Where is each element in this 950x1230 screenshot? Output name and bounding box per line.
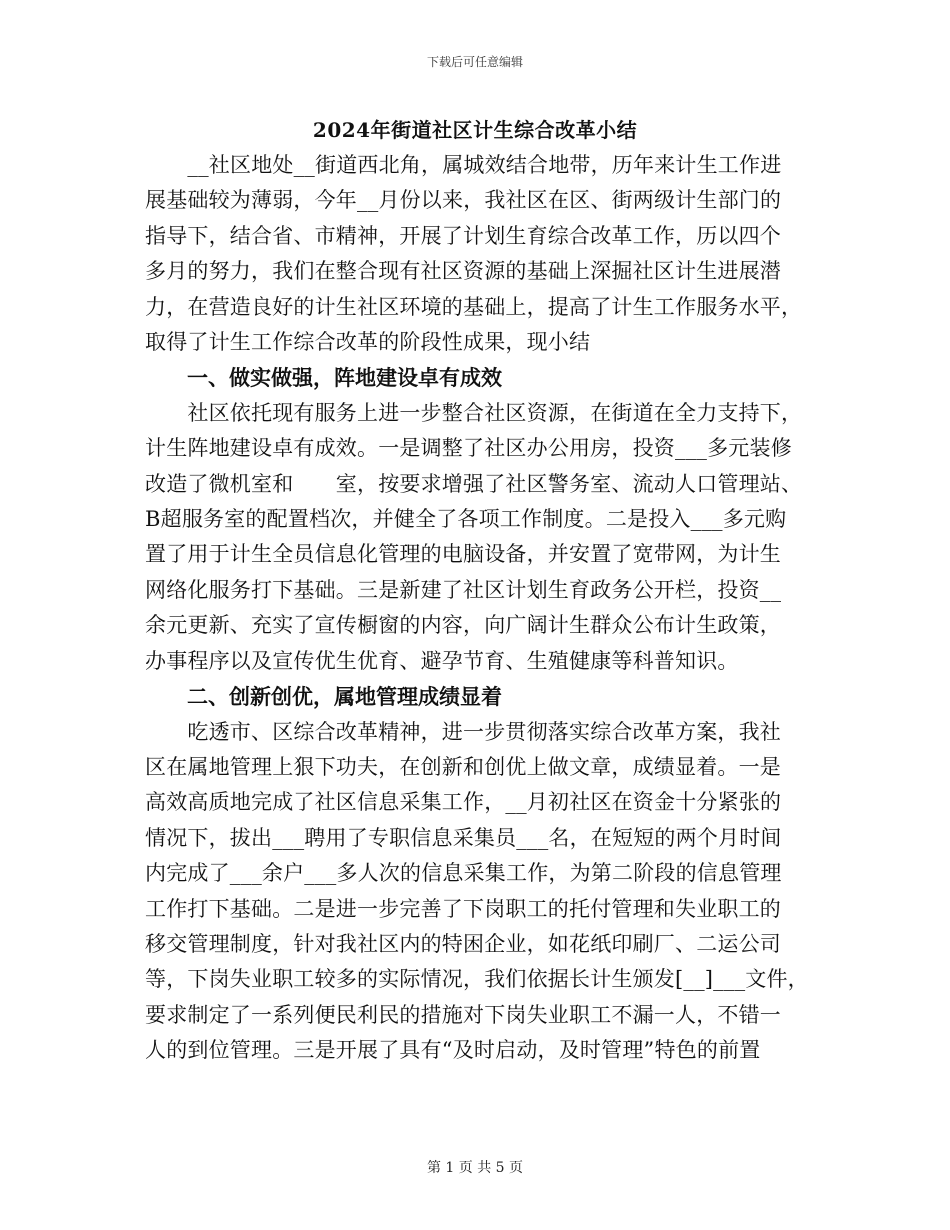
text-line: 办事程序以及宣传优生优育、避孕节育、生殖健康等科普知识。 — [145, 648, 739, 673]
document-body — [145, 148, 809, 1069]
text-line: 要求制定了一系列便民利民的措施对下岗失业职工不漏一人，不错一 — [145, 1002, 781, 1027]
text-line: 取得了计生工作综合改革的阶段性成果，现小结 — [145, 330, 591, 355]
text-line: __社区地处__街道西北角，属城效结合地带，历年来计生工作进 — [145, 153, 782, 177]
section-2-paragraph — [145, 715, 809, 1069]
text-line: 改造了微机室和 室，按要求增强了社区警务室、流动人口管理站、 — [145, 471, 803, 496]
text-line: 高效高质地完成了社区信息采集工作，__月初社区在资金十分紧张的 — [145, 790, 782, 815]
text-line: 工作打下基础。二是进一步完善了下岗职工的托付管理和失业职工的 — [145, 896, 781, 921]
section-heading-2: 二、创新创优，属地管理成绩显着 — [187, 684, 502, 710]
section-heading-1: 一、做实做强，阵地建设卓有成效 — [187, 365, 502, 391]
section-1-paragraph — [145, 396, 805, 679]
text-line: B超服务室的配置档次，并健全了各项工作制度。二是投入___多元购 — [145, 507, 787, 532]
document-title: 2024年街道社区计生综合改革小结 — [312, 118, 638, 142]
page-number: 第 1 页 共 5 页 — [426, 1160, 524, 1176]
text-line: 人的到位管理。三是开展了具有“及时启动，及时管理”特色的前置 — [145, 1038, 761, 1063]
text-line: 多月的努力，我们在整合现有社区资源的基础上深掘社区计生进展潜 — [145, 259, 781, 284]
text-line: 指导下，结合省、市精神，开展了计划生育综合改革工作，历以四个 — [145, 223, 781, 248]
text-line: 计生阵地建设卓有成效。一是调整了社区办公用房，投资___多元装修 — [145, 436, 792, 461]
text-line: 内完成了___余户___多人次的信息采集工作，为第二阶段的信息管理 — [145, 861, 782, 886]
text-line: 网络化服务打下基础。三是新建了社区计划生育政务公开栏，投资__ — [145, 577, 782, 602]
text-line: 情况下，拔出___聘用了专职信息采集员___名，在短短的两个月时间 — [145, 825, 782, 850]
text-line: 吃透市、区综合改革精神，进一步贯彻落实综合改革方案，我社 — [145, 719, 781, 744]
text-line: 余元更新、充实了宣传橱窗的内容，向广阔计生群众公布计生政策， — [145, 613, 781, 638]
text-line: 等，下岗失业职工较多的实际情况，我们依据长计生颁发[__]___文件， — [145, 967, 809, 992]
text-line: 社区依托现有服务上进一步整合社区资源，在街道在全力支持下， — [145, 400, 803, 425]
text-line: 展基础较为薄弱，今年__月份以来，我社区在区、街两级计生部门的 — [145, 188, 782, 213]
text-line: 区在属地管理上狠下功夫，在创新和创优上做文章，成绩显着。一是 — [145, 754, 781, 779]
text-line: 置了用于计生全员信息化管理的电脑设备，并安置了宽带网，为计生 — [145, 542, 781, 567]
text-line: 力，在营造良好的计生社区环境的基础上，提高了计生工作服务水平， — [145, 294, 803, 319]
text-line: 移交管理制度，针对我社区内的特困企业，如花纸印刷厂、二运公司 — [145, 931, 781, 956]
page-header-note: 下载后可任意编辑 — [426, 55, 523, 69]
intro-paragraph — [145, 148, 805, 360]
